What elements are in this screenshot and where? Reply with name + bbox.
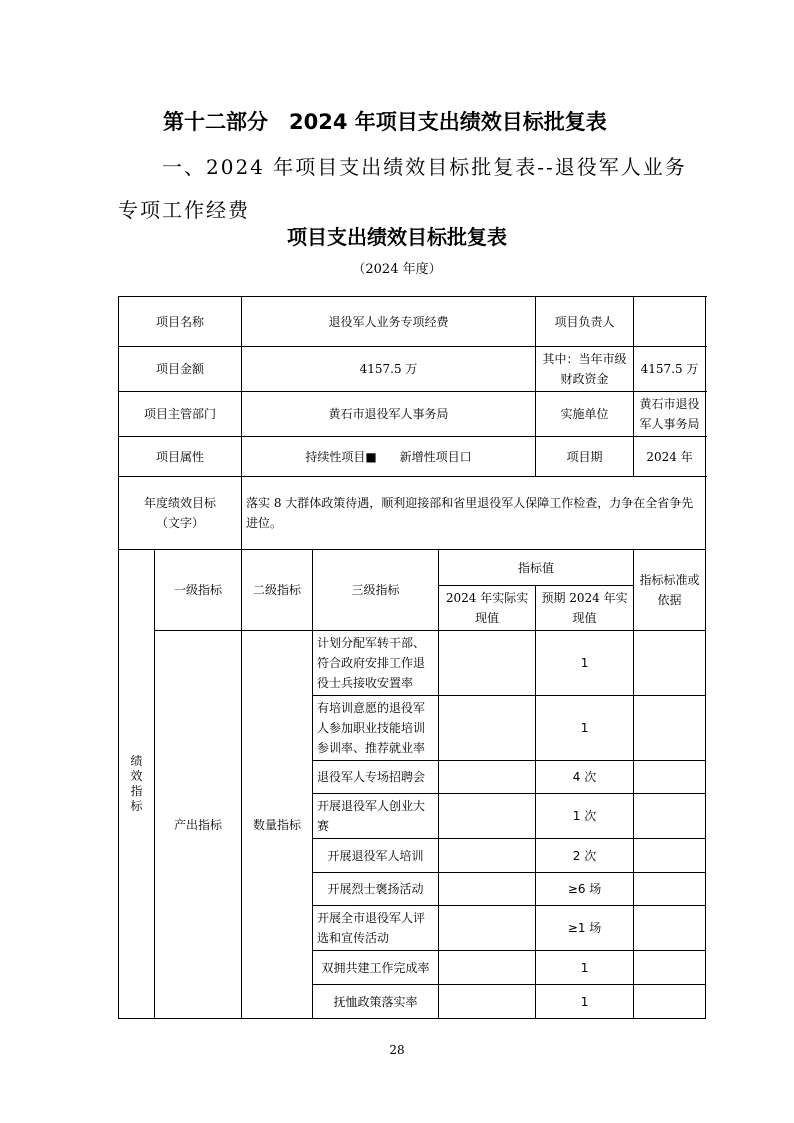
table-row [119,392,706,437]
level2-quantity: 数量指标 [242,631,313,1019]
page-number: 28 [389,1043,405,1057]
indicator-section-text: 绩效指标 [130,754,143,813]
actual-header: 2024 年实际实现值 [439,586,536,631]
indicator-basis [634,631,706,696]
indicator-expected: 2 次 [536,839,634,873]
responsible-label: 项目负责人 [536,297,634,347]
indicator-name: 有培训意愿的退役军人参加职业技能培训参训率、推荐就业率 [313,696,439,761]
dept-value: 黄石市退役军人事务局 [242,392,536,437]
indicator-basis [634,794,706,839]
project-name-label: 项目名称 [119,297,242,347]
indicator-actual [439,761,536,794]
indicator-basis [634,951,706,985]
section-heading: 第十二部分 2024 年项目支出绩效目标批复表 [163,110,607,134]
project-name-value: 退役军人业务专项经费 [242,297,536,347]
indicator-expected: 1 [536,985,634,1019]
indicator-actual [439,906,536,951]
goal-label [119,477,242,550]
value-header: 指标值 [439,550,634,586]
indicator-actual [439,951,536,985]
goal-label-line2: （文字） [156,516,205,530]
amount-label: 项目金额 [119,347,242,392]
performance-target-table [118,296,706,1019]
dept-label: 项目主管部门 [119,392,242,437]
level1-output: 产出指标 [155,631,242,1019]
responsible-value [634,297,706,347]
attr-value [242,437,536,477]
year-note: （2024 年度） [352,262,442,277]
indicator-expected: 1 [536,951,634,985]
table-row [119,347,706,392]
indicator-name: 开展退役军人创业大赛 [313,794,439,839]
table-row [119,550,706,586]
period-label: 项目期 [536,437,634,477]
goal-text: 落实 8 大群体政策待遇，顺利迎接部和省里退役军人保障工作检查，力争在全省争先进位。 [242,477,706,550]
indicator-basis [634,696,706,761]
indicator-expected: ≥1 场 [536,906,634,951]
indicator-basis [634,873,706,906]
basis-header: 指标标准或依据 [634,550,706,631]
indicator-name: 计划分配军转干部、符合政府安排工作退役士兵接收安置率 [313,631,439,696]
indicator-name: 抚恤政策落实率 [313,985,439,1019]
expected-header: 预期 2024 年实现值 [536,586,634,631]
attr-label: 项目属性 [119,437,242,477]
indicator-basis [634,761,706,794]
indicator-basis [634,839,706,873]
indicator-name: 双拥共建工作完成率 [313,951,439,985]
indicator-expected: 1 次 [536,794,634,839]
fiscal-label: 其中：当年市级财政资金 [536,347,634,392]
level1-header: 一级指标 [155,550,242,631]
level2-header: 二级指标 [242,550,313,631]
indicator-expected: 4 次 [536,761,634,794]
indicator-actual [439,873,536,906]
indicator-name: 开展烈士褒扬活动 [313,873,439,906]
indicator-actual [439,985,536,1019]
indicator-basis [634,985,706,1019]
table-row [119,297,706,347]
fiscal-value: 4157.5 万 [634,347,706,392]
period-value: 2024 年 [634,437,706,477]
sub-heading: 一、2024 年项目支出绩效目标批复表--退役军人业务专项工作经费 [118,155,687,222]
indicator-actual [439,794,536,839]
table-row [119,477,706,550]
indicator-expected: 1 [536,631,634,696]
indicator-expected: 1 [536,696,634,761]
impl-value: 黄石市退役军人事务局 [634,392,706,437]
indicator-name: 开展全市退役军人评选和宣传活动 [313,906,439,951]
indicator-expected: ≥6 场 [536,873,634,906]
indicator-section-label [119,550,155,1019]
level3-header: 三级指标 [313,550,439,631]
indicator-actual [439,631,536,696]
amount-value: 4157.5 万 [242,347,536,392]
table-row [119,437,706,477]
indicator-name: 开展退役军人培训 [313,839,439,873]
attr-new: 新增性项目口 [399,449,472,464]
goal-label-line1: 年度绩效目标 [144,496,217,510]
indicator-basis [634,906,706,951]
table-title: 项目支出绩效目标批复表 [287,225,507,249]
indicator-actual [439,839,536,873]
indicator-actual [439,696,536,761]
impl-label: 实施单位 [536,392,634,437]
attr-continuing: 持续性项目■ [305,449,377,464]
table-row [119,631,706,696]
indicator-name: 退役军人专场招聘会 [313,761,439,794]
